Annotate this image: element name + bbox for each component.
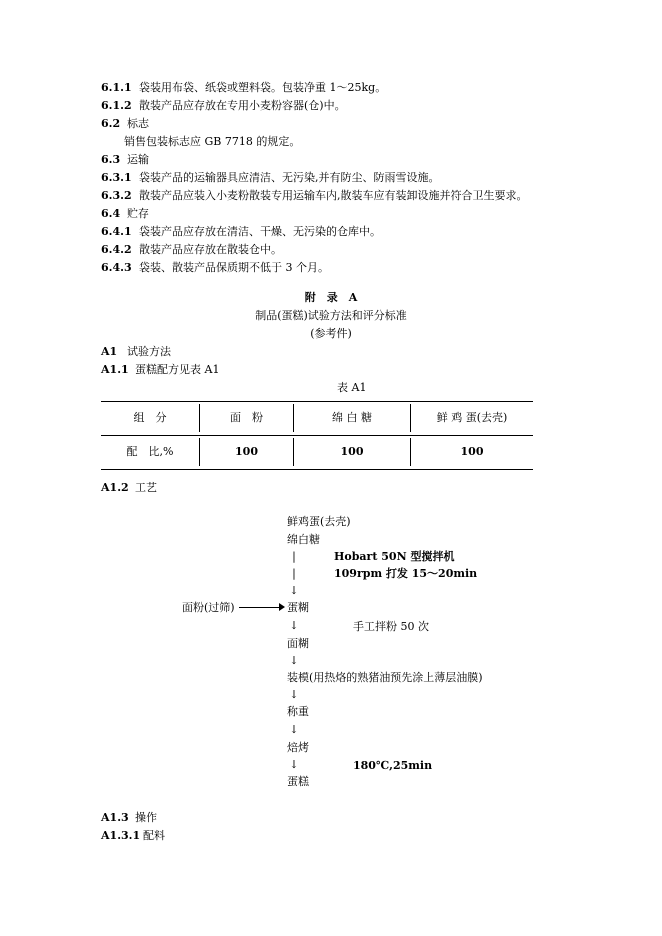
table-rule-top: [101, 401, 533, 402]
clause-text: 袋装产品应存放在清洁、干燥、无污染的仓库中。: [139, 225, 381, 238]
clause-text: 袋装产品的运输器具应清洁、无污染,并有防尘、防雨雪设施。: [139, 171, 440, 184]
flow-arrow-down: ↓: [289, 688, 299, 701]
clause-text: 袋装用布袋、纸袋或塑料袋。包装净重 1～25kg。: [139, 81, 387, 94]
clause-number: 6.4.3: [101, 261, 132, 274]
clause-text: 散装产品应存放在散装仓中。: [139, 243, 282, 256]
clause-a1-1: [101, 363, 219, 377]
table-header-cell: 绵 白 糖: [332, 411, 372, 424]
clause-6-3-1: [101, 171, 440, 185]
clause-6-4-3: [101, 261, 329, 275]
flow-step-sugar: 绵白糖: [287, 533, 320, 546]
clause-6-1-2: [101, 99, 346, 113]
table-cell: 配 比,%: [126, 445, 174, 458]
clause-a1: [101, 345, 171, 359]
clause-text: 袋装、散装产品保质期不低于 3 个月。: [139, 261, 329, 274]
flow-connector: |: [292, 550, 296, 563]
clause-a1-2: [101, 481, 157, 495]
flow-arrow-right-head: [279, 603, 285, 611]
clause-text: 散装产品应存放在专用小麦粉容器(仓)中。: [139, 99, 346, 112]
flow-note-mix: 手工拌粉 50 次: [353, 620, 429, 633]
clause-6-1-1: [101, 81, 386, 95]
flow-arrow-down: ↓: [289, 723, 299, 736]
clause-text: 运输: [127, 153, 149, 166]
flow-step-molding: 装模(用热烙的熟猪油预先涂上薄层油膜): [287, 671, 483, 684]
table-cell: 100: [235, 445, 258, 458]
flow-step-dough: 面糊: [287, 637, 309, 650]
table-caption: 表 A1: [337, 381, 367, 394]
clause-6-3: [101, 153, 149, 167]
flow-step-batter: 蛋糊: [287, 601, 309, 614]
clause-6-4: [101, 207, 149, 221]
table-header-cell: 面 粉: [230, 411, 263, 424]
flow-arrow-down: ↓: [289, 619, 299, 632]
table-header-cell: 鲜 鸡 蛋(去壳): [436, 411, 508, 424]
flow-step-bake: 焙烤: [287, 741, 309, 754]
clause-number: A1.2: [101, 481, 129, 494]
clause-text: 操作: [135, 811, 157, 824]
clause-number: 6.3.1: [101, 171, 132, 184]
clause-a1-3-1: [101, 829, 165, 843]
flow-step-cake: 蛋糕: [287, 775, 309, 788]
clause-text: 工艺: [135, 481, 157, 494]
flow-step-eggs: 鲜鸡蛋(去壳): [287, 515, 351, 528]
clause-6-3-2: [101, 189, 528, 203]
clause-number: 6.2: [101, 117, 121, 130]
flow-connector: |: [292, 567, 296, 580]
flow-input-flour: 面粉(过筛): [182, 601, 235, 614]
appendix-note: (参考件): [310, 327, 352, 340]
flow-arrow-right-line: [239, 607, 280, 608]
clause-a1-3: [101, 811, 157, 825]
clause-number: 6.3: [101, 153, 121, 166]
flow-step-weigh: 称重: [287, 705, 309, 718]
flow-arrow-down: ↓: [289, 758, 299, 771]
clause-text: 散装产品应装入小麦粉散装专用运输车内,散装车应有装卸设施并符合卫生要求。: [139, 189, 528, 202]
clause-number: 6.3.2: [101, 189, 132, 202]
clause-number: A1.3.1: [101, 829, 141, 842]
clause-text: 贮存: [127, 207, 149, 220]
clause-text: 蛋糕配方见表 A1: [135, 363, 220, 376]
clause-number: A1: [101, 345, 118, 358]
clause-number: 6.4.1: [101, 225, 132, 238]
clause-6-4-2: [101, 243, 282, 257]
clause-text: 销售包装标志应 GB 7718 的规定。: [124, 135, 301, 148]
flow-note-whip: 109rpm 打发 15～20min: [334, 567, 478, 580]
table-cell: 100: [340, 445, 364, 458]
flow-arrow-down: ↓: [289, 584, 299, 597]
flow-note-bake: 180℃,25min: [353, 759, 433, 772]
clause-number: 6.4.2: [101, 243, 132, 256]
clause-6-4-1: [101, 225, 381, 239]
flow-note-mixer: Hobart 50N 型搅拌机: [334, 550, 455, 563]
clause-text: 试验方法: [127, 345, 171, 358]
clause-number: 6.1.2: [101, 99, 132, 112]
clause-number: 6.1.1: [101, 81, 132, 94]
table-cell: 100: [460, 445, 484, 458]
clause-number: A1.3: [101, 811, 129, 824]
table-rule-mid: [101, 435, 533, 436]
clause-number: A1.1: [101, 363, 129, 376]
appendix-title: 制品(蛋糕)试验方法和评分标准: [255, 309, 407, 322]
flow-arrow-down: ↓: [289, 654, 299, 667]
table-rule-bottom: [101, 469, 533, 470]
appendix-label: 附 录 A: [304, 291, 358, 304]
clause-text: 标志: [127, 117, 149, 130]
clause-number: 6.4: [101, 207, 121, 220]
table-header-cell: 组 分: [133, 411, 167, 424]
clause-text: 配料: [143, 829, 165, 842]
clause-6-2: [101, 117, 149, 131]
clause-6-2-body: [124, 135, 300, 149]
